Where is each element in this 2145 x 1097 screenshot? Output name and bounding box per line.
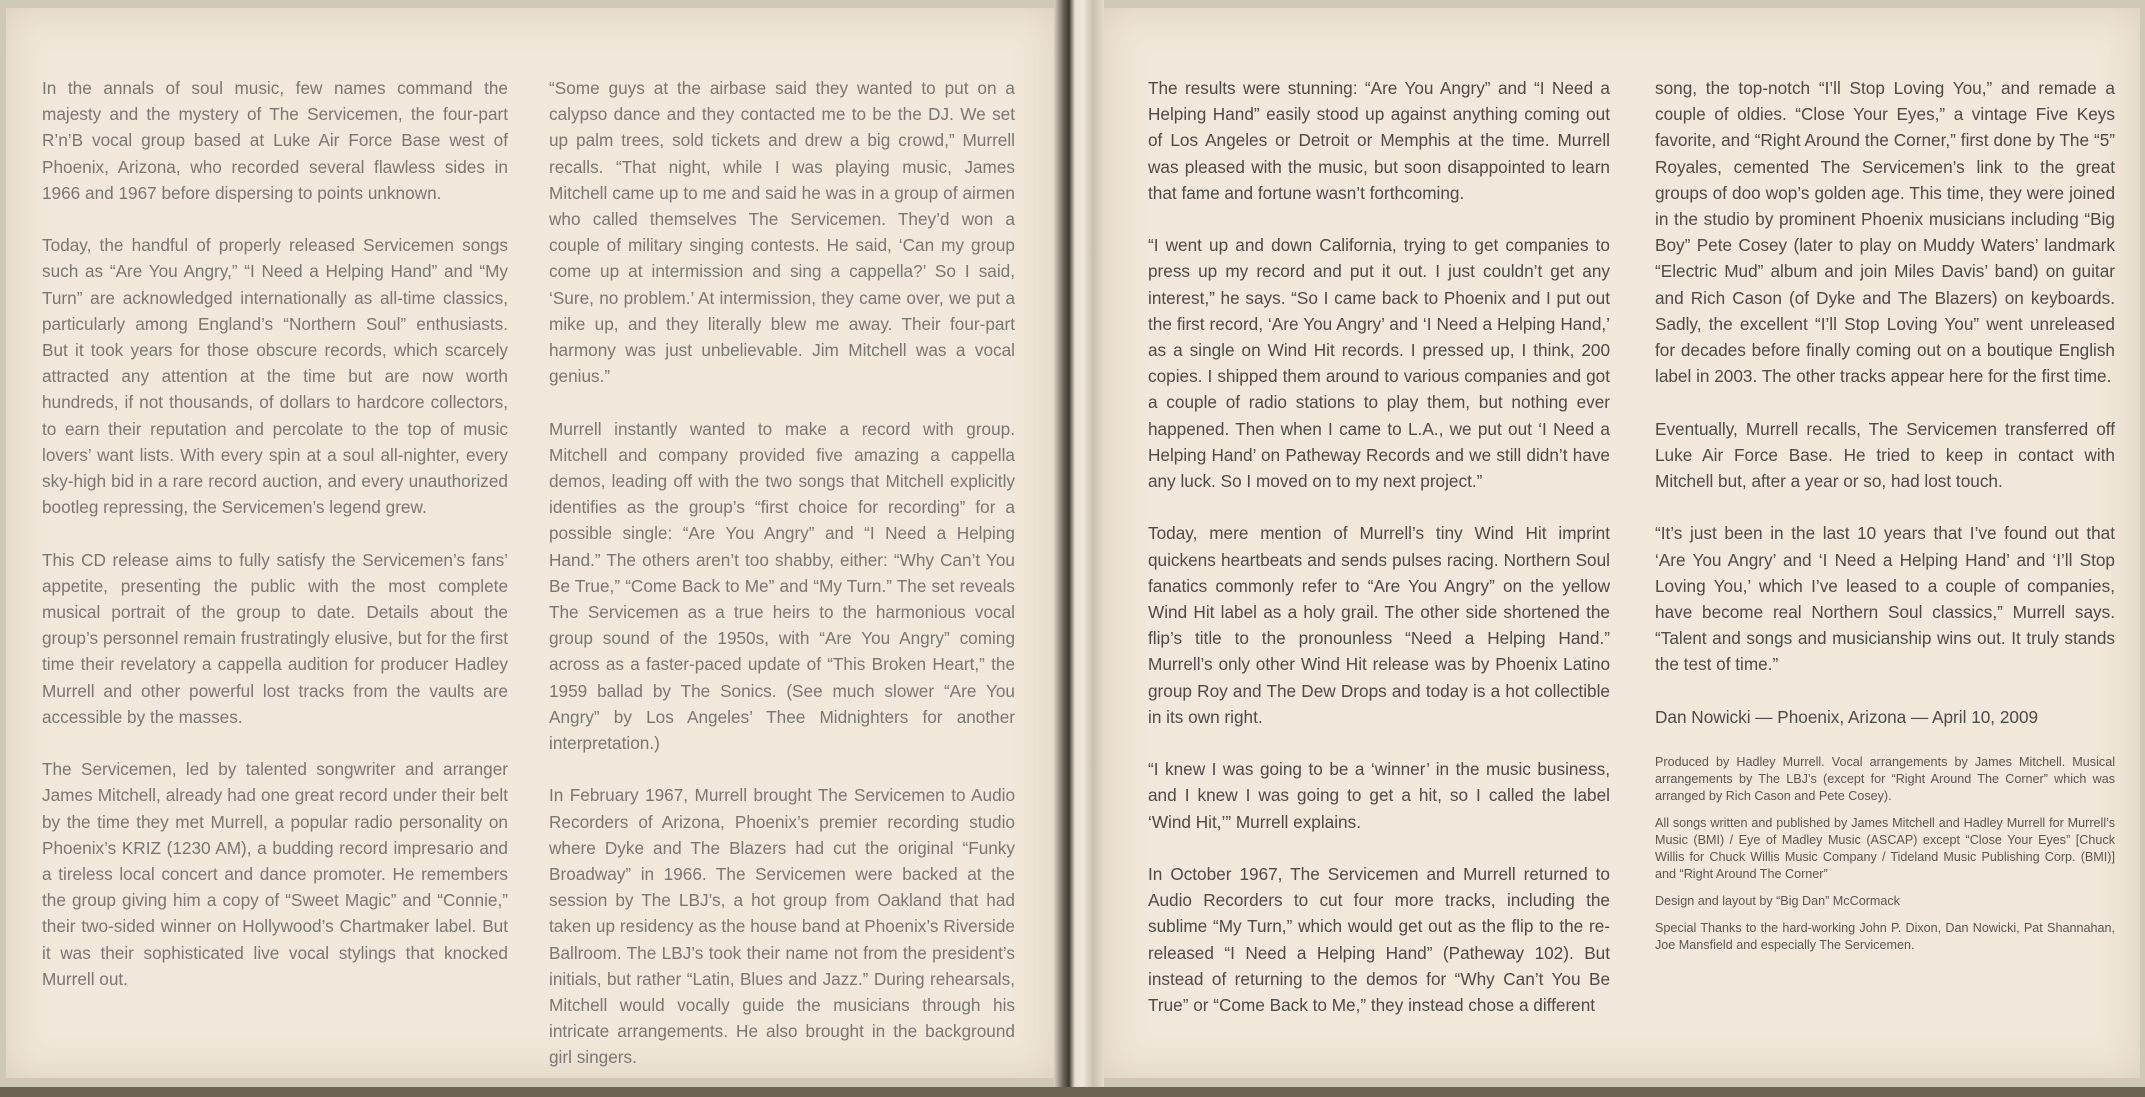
paragraph: Today, the handful of properly released Servicemen songs such as “Are You Angry,” “I Need a Helping Hand” and “My Turn” are acknowledged internationally as all-time classics, particularly among England’s “Northern Soul” enthusiasts. But it took years for those obscure records, which scarcely attracted any attention at the time but are now worth hundreds, if not thousands, of dollars to hardcore collectors, to earn their reputation and percolate to the top of music lovers’ want lists. With every spin at a soul all-nighter, every sky-high bid in a rare record auction, and every unauthorized bootleg repressing, the Servicemen’s legend grew.	[42, 235, 508, 518]
paragraph: In the annals of soul music, few names command the majesty and the mystery of The Servicemen, the four-part R’n’B vocal group based at Luke Air Force Base west of Phoenix, Arizona, who recorded several flawless sides in 1966 and 1967 before dispersing to points unknown.	[42, 78, 508, 203]
paragraph: This CD release aims to fully satisfy the Servicemen’s fans’ appetite, presenting the public with the most complete musical portrait of the group to date. Details about the group’s personnel remain frustratingly elusive, but for the first time their revelatory a cappella audition for producer Hadley Murrell and other powerful lost tracks from the vaults are accessible by the masses.	[42, 549, 508, 727]
paragraph: “I knew I was going to be a ‘winner’ in the music business, and I knew I was going to get a hit, so I called the label ‘Wind Hit,’” Murrell explains.	[1148, 759, 1610, 832]
left-page	[6, 8, 1054, 1078]
booklet-spine	[1054, 0, 1104, 1087]
author-signature: Dan Nowicki — Phoenix, Arizona — April 10, 2009	[1655, 706, 2039, 727]
column-4	[1655, 75, 2115, 964]
column-3	[1148, 75, 1610, 1044]
paragraph: “Some guys at the airbase said they wanted to put on a calypso dance and they contacted me to be the DJ. We set up palm trees, sold tickets and drew a big crowd,” Murrell recalls. “That night, while I was playing music, James Mitchell came up to me and said he was in a group of airmen who called themselves The Servicemen. They’d won a couple of military singing contests. He said, ‘Can my group come up at intermission and sing a cappella?’ So I said, ‘Sure, no problem.’ At intermission, they came over, we put a mike up, and they literally blew me away. Their four-part harmony was just unbelievable. Jim Mitchell was a vocal genius.”	[549, 78, 1015, 387]
paragraph: Today, mere mention of Murrell’s tiny Wind Hit imprint quickens heartbeats and sends pulses racing. Northern Soul fanatics commonly refer to “Are You Angry” on the yellow Wind Hit label as a holy grail. The other side shortened the flip’s title to the pronounless “Need a Helping Hand.” Murrell’s only other Wind Hit release was by Phoenix Latino group Roy and The Dew Drops and today is a hot collectible in its own right.	[1148, 523, 1610, 727]
column-2	[549, 75, 1015, 1097]
credit-line: Special Thanks to the hard-working John P. Dixon, Dan Nowicki, Pat Shannahan, Joe Mansfield and especially The Servicemen.	[1655, 921, 2115, 953]
column-1	[42, 75, 508, 1018]
credits-block	[1655, 754, 2115, 954]
paragraph: The Servicemen, led by talented songwriter and arranger James Mitchell, already had one great record under their belt by the time they met Murrell, a popular radio personality on Phoenix’s KRIZ (1230 AM), a budding record impresario and a tireless local concert and dance promoter. He remembers the group giving him a copy of “Sweet Magic” and “Connie,” their two-sided winner on Hollywood’s Chartmaker label. But it was their sophisticated live vocal stylings that knocked Murrell out.	[42, 759, 508, 989]
paragraph: Eventually, Murrell recalls, The Servicemen transferred off Luke Air Force Base. He tried to keep in contact with Mitchell but, after a year or so, had lost touch.	[1655, 418, 2115, 492]
credit-line: Produced by Hadley Murrell. Vocal arrangements by James Mitchell. Musical arrangements by The LBJ’s (except for “Right Around The Corner” which was arranged by Rich Cason and Pete Cosey).	[1655, 755, 2115, 804]
credit-line: All songs written and published by James Mitchell and Hadley Murrell for Murrell’s Music (BMI) / Eye of Madley Music (ASCAP) except “Close Your Eyes” [Chuck Willis for Chuck Willis Music Company / Tideland Music Publishing Corp. (BMI)] and “Right Around The Corner”	[1655, 816, 2115, 882]
paragraph: The results were stunning: “Are You Angry” and “I Need a Helping Hand” easily stood up against anything coming out of Los Angeles or Detroit or Memphis at the time. Murrell was pleased with the music, but soon disappointed to learn that fame and fortune wasn’t forthcoming.	[1148, 78, 1610, 203]
right-page	[1104, 8, 2140, 1078]
paragraph: In October 1967, The Servicemen and Murrell returned to Audio Recorders to cut four more tracks, including the sublime “My Turn,” which would get out as the flip to the re-released “I Need a Helping Hand” (Patheway 102). But instead of returning to the demos for “Why Can’t You Be True” or “Come Back to Me,” they instead chose a different	[1148, 864, 1610, 1016]
paragraph: Murrell instantly wanted to make a record with group. Mitchell and company provided five amazing a cappella demos, leading off with the two songs that Mitchell explicitly identifies as the group’s “first choice for recording” for a possible single: “Are You Angry” and “I Need a Helping Hand.” The others aren’t too shabby, either: “Why Can’t You Be True,” “Come Back to Me” and “My Turn.” The set reveals The Servicemen as a true heirs to the harmonious vocal group sound of the 1950s, with “Are You Angry” coming across as a faster-paced update of “This Broken Heart,” the 1959 ballad by The Sonics. (See much slower “Are You Angry” by Los Angeles’ Thee Midnighters for another interpretation.)	[549, 418, 1015, 754]
credit-line: Design and layout by “Big Dan” McCormack	[1655, 894, 1900, 909]
paragraph: “I went up and down California, trying to get companies to press up my record and put it out. I just couldn’t get any interest,” he says. “So I came back to Phoenix and I put out the first record, ‘Are You Angry’ and ‘I Need a Helping Hand,’ as a single on Wind Hit records. I pressed up, I think, 200 copies. I shipped them around to various companies and got a couple of radio stations to play them, but nothing ever happened. Then when I came to L.A., we put out ‘I Need a Helping Hand’ on Patheway Records and we still didn’t have any luck. So I moved on to my next project.”	[1148, 235, 1610, 492]
paragraph: “It’s just been in the last 10 years that I’ve found out that ‘Are You Angry’ and ‘I Need a Helping Hand’ and ‘I’ll Stop Loving You,’ which I’ve leased to a couple of companies, have become real Northern Soul classics,” Murrell says. “Talent and songs and musicianship wins out. It truly stands the test of time.”	[1655, 523, 2115, 675]
paragraph: song, the top-notch “I’ll Stop Loving You,” and remade a couple of oldies. “Close Your Eyes,” a vintage Five Keys favorite, and “Right Around the Corner,” first done by The “5” Royales, cemented The Servicemen’s link to the great groups of doo wop’s golden age. This time, they were joined in the studio by prominent Phoenix musicians including “Big Boy” Pete Cosey (later to play on Muddy Waters’ landmark “Electric Mud” album and join Miles Davis’ band) on guitar and Rich Cason (of Dyke and The Blazers) on keyboards. Sadly, the excellent “I’ll Stop Loving You” went unreleased for decades before finally coming out on a boutique English label in 2003. The other tracks appear here for the first time.	[1655, 78, 2115, 387]
paragraph: In February 1967, Murrell brought The Servicemen to Audio Recorders of Arizona, Phoenix’s premier recording studio where Dyke and The Blazers had cut the original “Funky Broadway” in 1966. The Servicemen were backed at the session by The LBJ’s, a hot group from Oakland that had taken up residency as the house band at Phoenix’s Riverside Ballroom. The LBJ’s took their name not from the president’s initials, but rather “Latin, Blues and Jazz.” During rehearsals, Mitchell would vocally guide the musicians through his intricate arrangements. He also brought in the background girl singers.	[549, 785, 1015, 1068]
